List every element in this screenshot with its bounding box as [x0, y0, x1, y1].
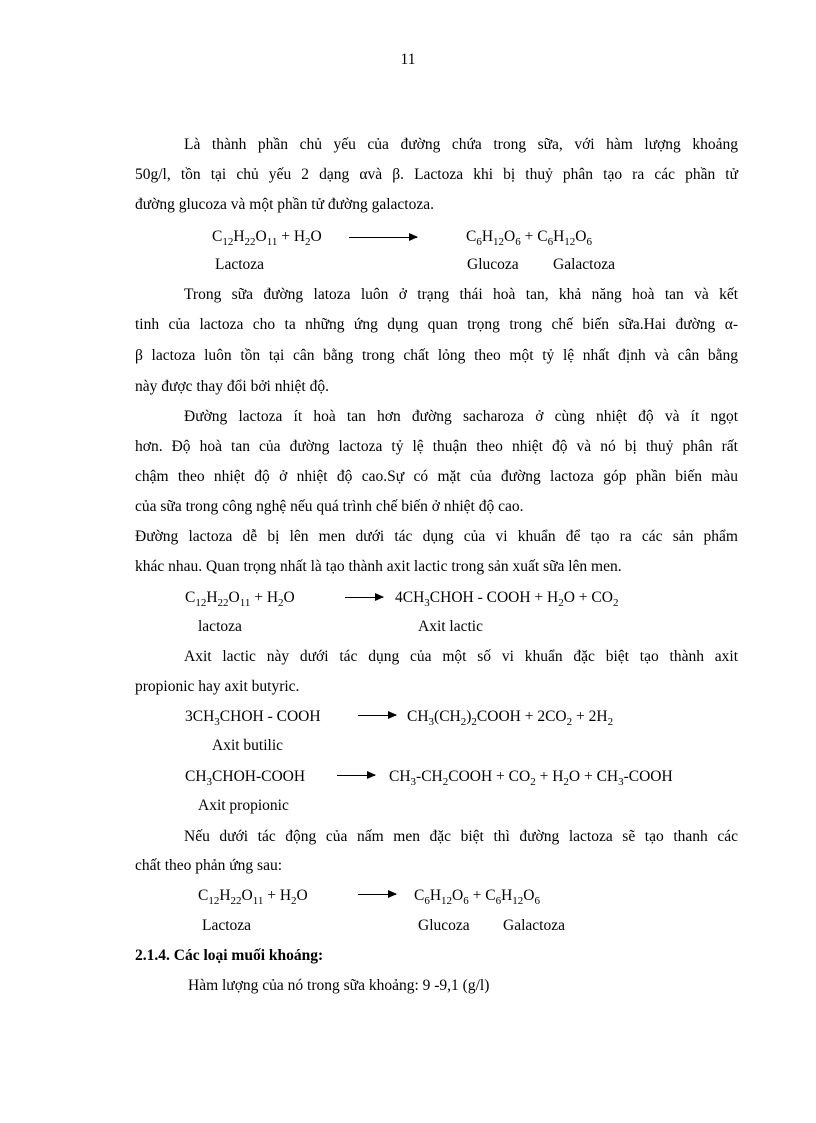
equation-5-reactants: $C_{12}H_{22}O_{11} + H_2O$	[198, 887, 308, 907]
page-number: 11	[400, 51, 416, 68]
equation-5-products: $C_6H_{12}O_6 + C_6H_{12}O_6$	[414, 887, 540, 907]
equation-2-label-axit-lactic: Axit lactic	[418, 618, 483, 635]
equation-4-reactants: $CH_3CHOH$-COOH	[185, 768, 306, 788]
equation-3-products: $CH_3(CH_2)_2COOH + 2CO_2 + 2H_2$	[407, 708, 614, 728]
equation-2-label-lactoza: lactoza	[198, 618, 242, 635]
equation-5-label-glucoza: Glucoza	[418, 917, 470, 934]
reaction-arrow-icon	[345, 597, 383, 598]
paragraph-6-line-2: chất theo phản ứng sau:	[135, 857, 283, 874]
paragraph-1-line-3: đường glucoza và một phần tử đường galactoza.	[135, 196, 434, 213]
paragraph-6-line-1: Nếu dưới tác động của nấm men đặc biệt thì đường lactoza sẽ tạo thanh các	[184, 828, 738, 845]
section-heading: 2.1.4. Các loại muối khoáng:	[135, 947, 324, 964]
paragraph-3-line-4: của sữa trong công nghệ nếu quá trình chế biến ở nhiệt độ cao.	[135, 498, 524, 515]
paragraph-3-line-3: chậm theo nhiệt độ ở nhiệt độ cao.Sự có mặt của đường lactoza góp phần biến màu	[135, 468, 738, 485]
paragraph-1-line-1: Là thành phần chủ yếu của đường chứa trong sữa, với hàm lượng khoảng	[184, 136, 738, 153]
paragraph-4-line-2: khác nhau. Quan trọng nhất là tạo thành axit lactic trong sản xuất sữa lên men.	[135, 558, 622, 575]
equation-1-reactants: $C_{12}H_{22}O_{11} + H_2O$	[212, 228, 322, 248]
paragraph-5-line-1: Axit lactic này dưới tác dụng của một số vi khuẩn đặc biệt tạo thành axit	[184, 648, 738, 665]
paragraph-4-line-1: Đường lactoza dễ bị lên men dưới tác dụng của vi khuẩn để tạo ra các sản phẩm	[135, 528, 738, 545]
equation-1-products: $C_6H_{12}O_6 + C_6H_{12}O_6$	[466, 228, 592, 248]
paragraph-7: Hàm lượng của nó trong sữa khoảng: 9 -9,1 (g/l)	[188, 977, 490, 994]
equation-1-label-glucoza: Glucoza	[467, 256, 519, 273]
paragraph-1-line-2: 50g/l, tồn tại chủ yếu 2 dạng αvà β. Lactoza khi bị thuỷ phân tạo ra các phần tử	[135, 166, 738, 183]
paragraph-2-line-4: này được thay đổi bởi nhiệt độ.	[135, 378, 329, 395]
paragraph-5-line-2: propionic hay axit butyric.	[135, 678, 300, 695]
equation-5-label-lactoza: Lactoza	[202, 917, 252, 934]
equation-2-reactants: $C_{12}H_{22}O_{11} + H_2O$	[185, 589, 295, 609]
reaction-arrow-icon	[337, 775, 375, 776]
paragraph-3-line-2: hơn. Độ hoà tan của đường lactoza tỷ lệ thuận theo nhiệt độ và nó bị thuỷ phân rất	[135, 438, 738, 455]
equation-4-label: Axit propionic	[198, 797, 289, 814]
equation-2-products: $4CH_3CHOH$ - COOH + $H_2O + CO_2$	[395, 589, 619, 609]
paragraph-2-line-3: β lactoza luôn tồn tại cân bằng trong chất lỏng theo một tỷ lệ nhất định và cân bằng	[135, 347, 738, 364]
equation-1-label-lactoza: Lactoza	[215, 256, 265, 273]
equation-1-label-galactoza: Galactoza	[553, 256, 615, 273]
reaction-arrow-icon	[349, 237, 417, 238]
reaction-arrow-icon	[358, 894, 396, 895]
equation-3-label: Axit butilic	[212, 737, 284, 754]
equation-5-label-galactoza: Galactoza	[503, 917, 565, 934]
paragraph-2-line-2: tinh của lactoza cho ta những ứng dụng quan trọng trong chế biến sữa.Hai đường α-	[135, 316, 738, 333]
paragraph-3-line-1: Đường lactoza ít hoà tan hơn đường sacharoza ở cùng nhiệt độ và ít ngọt	[184, 408, 738, 425]
equation-3-reactants: $3CH_3CHOH$ - COOH	[185, 708, 321, 728]
equation-4-products: $CH_3-CH_2COOH + CO_2 + H_2O$ + $CH_3$-COOH	[389, 768, 673, 788]
paragraph-2-line-1: Trong sữa đường latoza luôn ở trạng thái hoà tan, khả năng hoà tan và kết	[184, 286, 738, 303]
reaction-arrow-icon	[358, 715, 396, 716]
